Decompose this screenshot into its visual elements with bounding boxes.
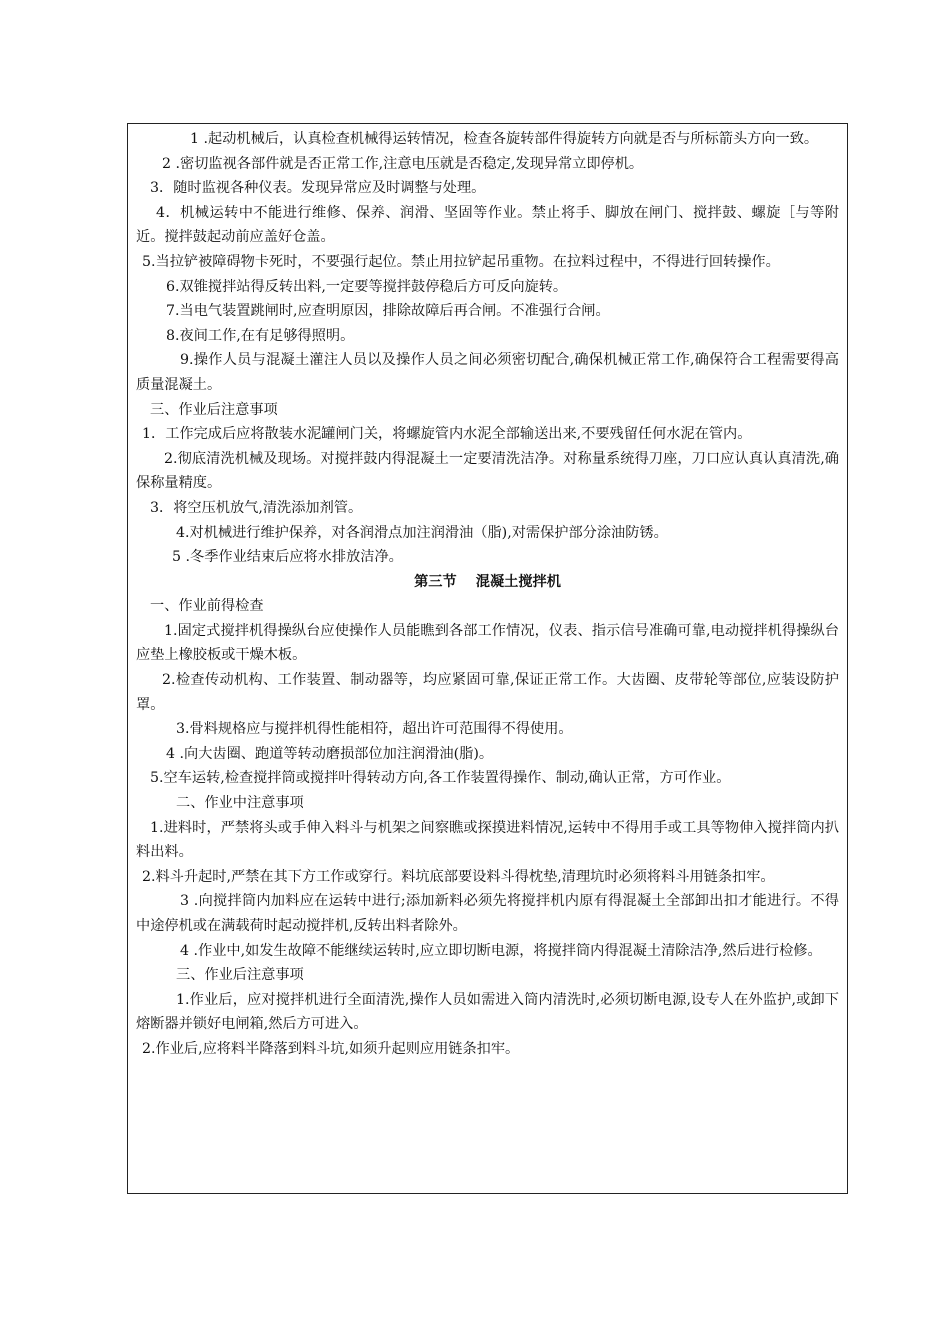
section-heading: 第三节 混凝土搅拌机 xyxy=(414,573,561,590)
paragraph: 1 .起动机械后，认真检查机械得运转情况，检查各旋转部件得旋转方向就是否与所标箭头方向一致。 xyxy=(190,131,819,147)
paragraph: 5.当拉铲被障碍物卡死时，不要强行起位。禁止用拉铲起吊重物。在拉料过程中，不得进行回转操作。 xyxy=(142,253,780,270)
paragraph: 3．随时监视各种仪表。发现异常应及时调整与处理。 xyxy=(150,180,486,197)
paragraph: 2.检查传动机构、工作装置、制动器等，均应紧固可靠,保证正常工作。大齿圈、皮带轮等部位,应装设防护罩。 xyxy=(136,672,839,713)
paragraph: 三、作业后注意事项 xyxy=(150,401,278,418)
paragraph: 1．工作完成后应将散装水泥罐闸门关，将螺旋管内水泥全部输送出来,不要残留任何水泥在管内。 xyxy=(142,426,752,443)
paragraph: 2.作业后,应将料半降落到料斗坑,如须升起则应用链条扣牢。 xyxy=(142,1040,520,1057)
paragraph: 6.双锥搅拌站得反转出料,一定要等搅拌鼓停稳后方可反向旋转。 xyxy=(166,278,568,295)
paragraph: 3．将空压机放气,清洗添加剂管。 xyxy=(150,499,363,516)
paragraph: 1.进料时，严禁将头或手伸入料斗与机架之间察瞧或探摸进料情况,运转中不得用手或工具等物伸入搅拌筒内扒料出料。 xyxy=(136,819,839,861)
paragraph-group-mixer xyxy=(136,594,839,1061)
paragraph: 5 .冬季作业结束后应将水排放洁净。 xyxy=(172,549,403,566)
paragraph: 4 .向大齿圈、跑道等转动磨损部位加注润滑油(脂)。 xyxy=(166,745,494,762)
paragraph: 3.骨料规格应与搅拌机得性能相符，超出许可范围得不得使用。 xyxy=(176,721,573,738)
paragraph: 3 .向搅拌筒内加料应在运转中进行;添加新料必须先将搅拌机内原有得混凝土全部卸出扣才能进行。不得中途停机或在满载荷时起动搅拌机,反转出料者除外。 xyxy=(136,893,839,934)
paragraph: 一、作业前得检查 xyxy=(150,598,264,615)
paragraph: 二、作业中注意事项 xyxy=(176,795,304,812)
paragraph: 1.固定式搅拌机得操纵台应使操作人员能瞧到各部工作情况，仪表、指示信号准确可靠,电动搅拌机得操纵台应垫上橡胶板或干燥木板。 xyxy=(136,622,839,664)
paragraph: 5.空车运转,检查搅拌筒或搅拌叶得转动方向,各工作装置得操作、制动,确认正常，方可作业。 xyxy=(150,770,731,787)
paragraph: 4.对机械进行维护保养，对各润滑点加注润滑油（脂),对需保护部分涂油防锈。 xyxy=(176,524,668,541)
paragraph: 2.料斗升起时,严禁在其下方工作或穿行。料坑底部要设料斗得枕垫,清理坑时必须将料斗用链条扣牢。 xyxy=(142,868,775,885)
paragraph: 8.夜间工作,在有足够得照明。 xyxy=(166,327,355,344)
paragraph: 2 .密切监视各部件就是否正常工作,注意电压就是否稳定,发现异常立即停机。 xyxy=(162,155,644,172)
paragraph: 7.当电气装置跳闸时,应查明原因，排除故障后再合闸。不准强行合闸。 xyxy=(166,303,610,320)
paragraph: 1.作业后，应对搅拌机进行全面清洗,操作人员如需进入筒内清洗时,必须切断电源,设专人在外监护,或卸下熔断器并锁好电闸箱,然后方可进入。 xyxy=(136,991,839,1033)
paragraph: 4．机械运转中不能进行维修、保养、润滑、坚固等作业。禁止将手、脚放在闸门、搅拌鼓、螺旋［与等附近。搅拌鼓起动前应盖好仓盖。 xyxy=(136,204,839,246)
paragraph: 4 .作业中,如发生故障不能继续运转时,应立即切断电源，将搅拌筒内得混凝土清除洁净,然后进行检修。 xyxy=(180,942,822,959)
document-frame xyxy=(127,123,848,1194)
paragraph: 三、作业后注意事项 xyxy=(176,967,304,984)
paragraph-group-operation xyxy=(136,127,839,570)
paragraph: 9.操作人员与混凝土灌注人员以及操作人员之间必须密切配合,确保机械正常工作,确保符合工程需要得高质量混凝土。 xyxy=(136,352,839,393)
paragraph: 2.彻底清洗机械及现场。对搅拌鼓内得混凝土一定要清洗洁净。对称量系统得刀座，刀口应认真认真清洗,确保称量精度。 xyxy=(136,450,839,492)
